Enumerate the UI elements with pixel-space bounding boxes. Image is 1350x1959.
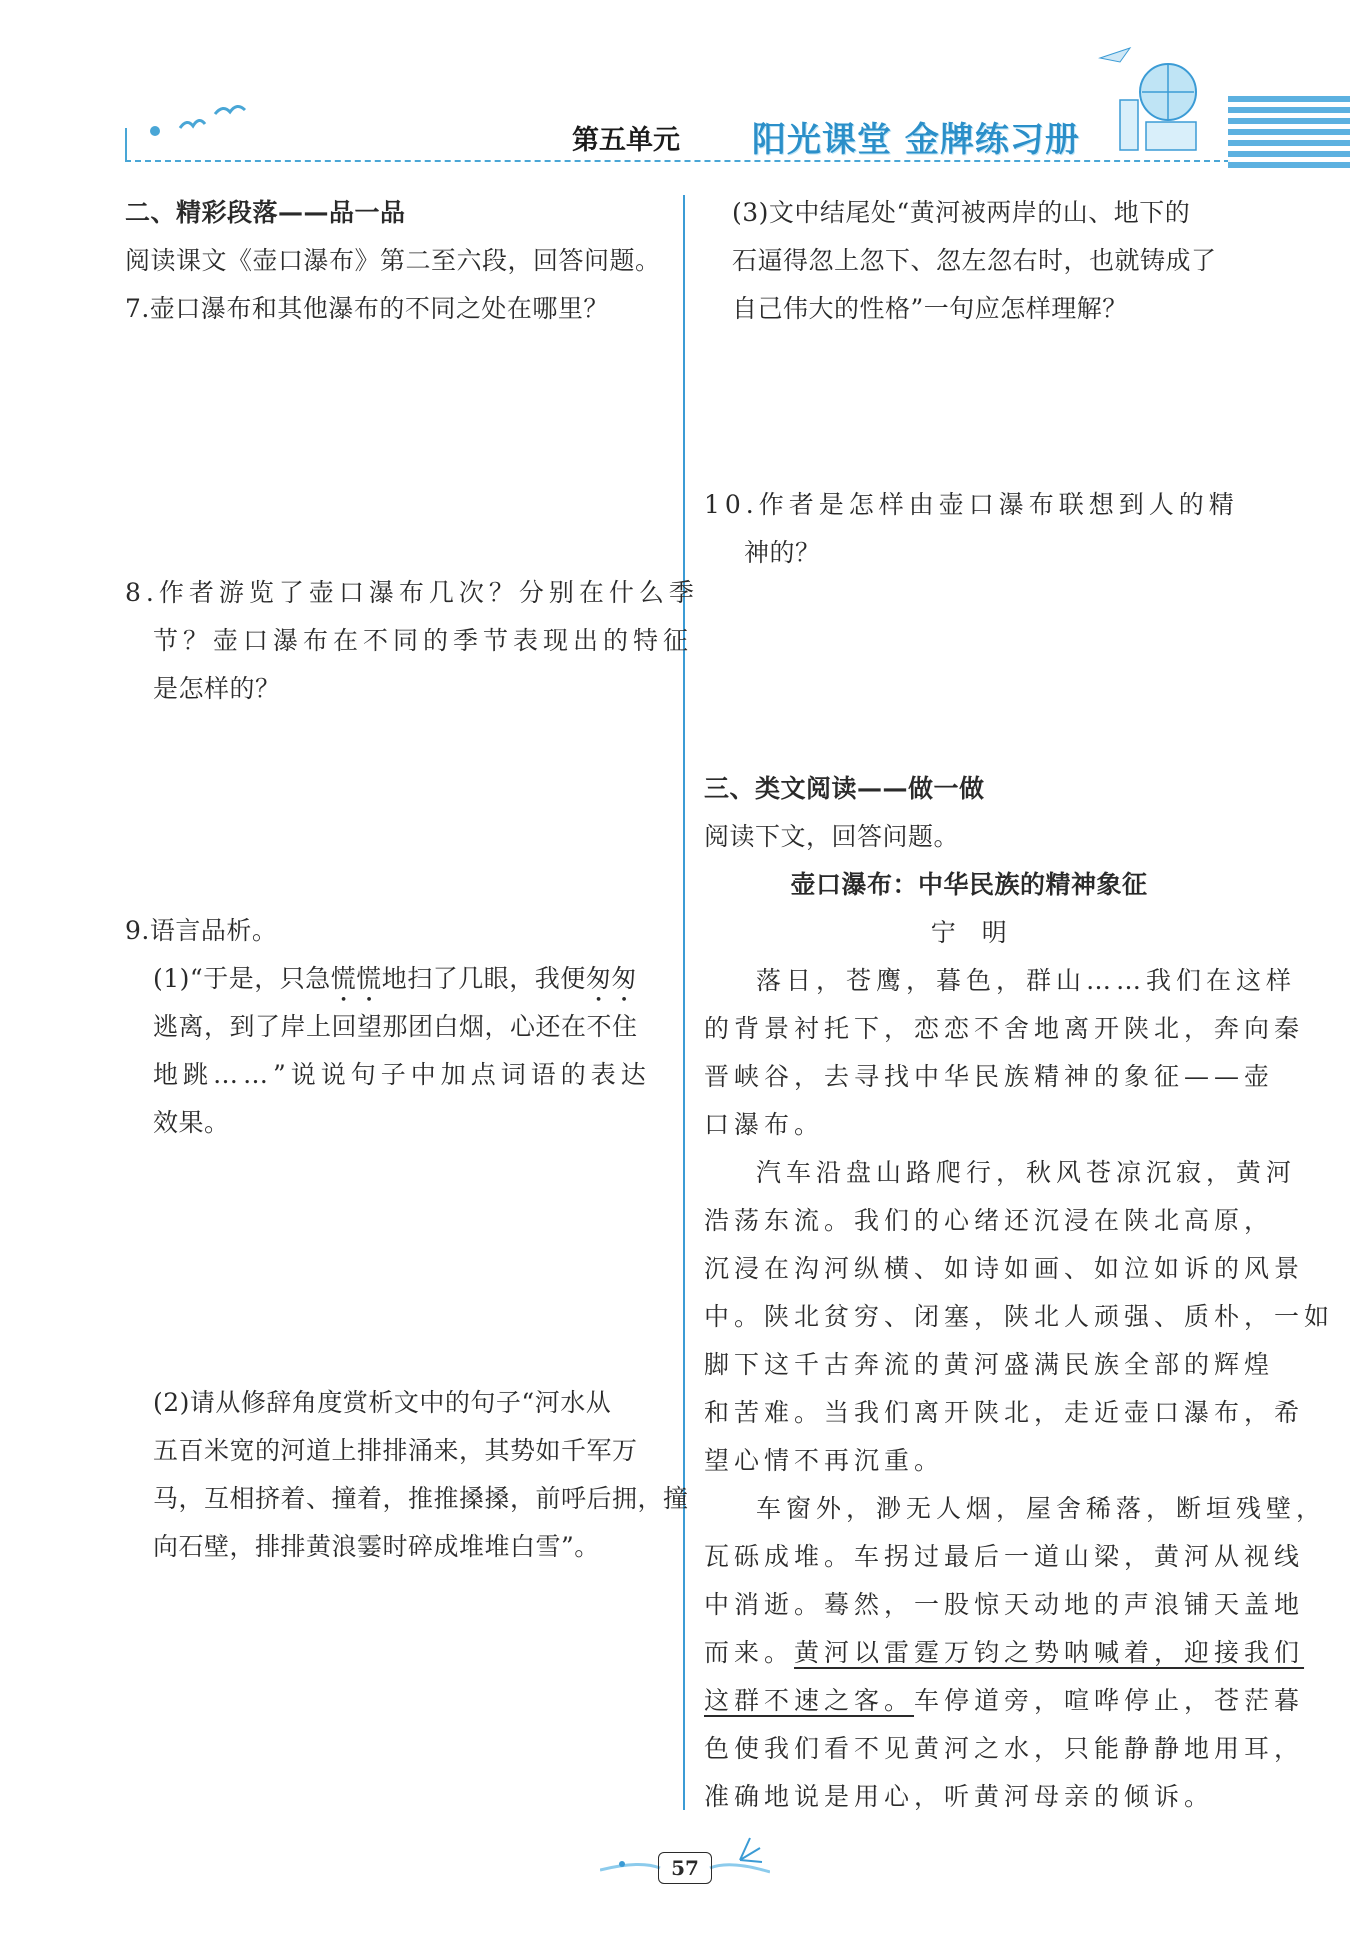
article-line: 中。陕北贫穷、闭塞，陕北人顽强、质朴，一如 — [704, 1302, 1335, 1331]
question-8-line: 8.作者游览了壶口瀑布几次？分别在什么季 — [125, 578, 699, 607]
article-line — [704, 1684, 1304, 1718]
header-stripes — [1228, 96, 1350, 168]
text-segment: 车停道旁，喧哗停止，苍茫暮 — [914, 1686, 1305, 1715]
question-8-line: 是怎样的？ — [153, 674, 281, 703]
question-9: 9.语言品析。 — [125, 916, 278, 945]
question-9-1-line: 地跳……”说说句子中加点词语的表达 — [153, 1060, 651, 1089]
article-line: 落日，苍鹰，暮色，群山……我们在这样 — [756, 966, 1297, 995]
article-line: 准确地说是用心，听黄河母亲的倾诉。 — [704, 1782, 1215, 1811]
question-8-line: 节？壶口瀑布在不同的季节表现出的特征 — [153, 626, 694, 655]
article-line: 口瀑布。 — [704, 1110, 825, 1139]
article-line — [704, 1636, 1304, 1670]
article-line: 中消逝。蓦然，一股惊天动地的声浪铺天盖地 — [704, 1590, 1305, 1619]
article-line: 沉浸在沟河纵横、如诗如画、如泣如诉的风景 — [704, 1254, 1305, 1283]
question-9-2-line: 马，互相挤着、撞着，推推搡搡，前呼后拥，撞 — [153, 1484, 689, 1513]
article-line: 和苦难。当我们离开陕北，走近壶口瀑布，希 — [704, 1398, 1305, 1427]
dotted-word: 慌慌 — [330, 964, 382, 993]
question-7: 7.壶口瀑布和其他瀑布的不同之处在哪里？ — [125, 294, 609, 323]
article-line: 脚下这千古奔流的黄河盛满民族全部的辉煌 — [704, 1350, 1275, 1379]
question-9-1-line — [153, 962, 637, 1008]
article-line: 浩荡东流。我们的心绪还沉浸在陕北高原， — [704, 1206, 1275, 1235]
page-number: 57 — [658, 1852, 712, 1884]
section-instruction: 阅读课文《壶口瀑布》第二至六段，回答问题。 — [125, 246, 661, 275]
article-line: 晋峡谷，去寻找中华民族精神的象征——壶 — [704, 1062, 1275, 1091]
question-9-2-line: 向石壁，排排黄浪霎时碎成堆堆白雪”。 — [153, 1532, 600, 1561]
article-line: 汽车沿盘山路爬行，秋风苍凉沉寂，黄河 — [756, 1158, 1297, 1187]
article-line: 色使我们看不见黄河之水，只能静静地用耳， — [704, 1734, 1305, 1763]
question-9-2-line: (2)请从修辞角度赏析文中的句子“河水从 — [153, 1388, 612, 1417]
header-dot — [150, 126, 160, 136]
text-segment: 地扫了几眼，我便 — [381, 964, 586, 993]
question-9-2-line: 五百米宽的河道上排排涌来，其势如千军万 — [153, 1436, 638, 1465]
underlined-sentence: 这群不速之客。 — [704, 1686, 915, 1715]
dotted-word: 匆匆 — [585, 964, 637, 993]
section-title: 二、精彩段落——品一品 — [125, 198, 406, 227]
question-10-line: 10.作者是怎样由壶口瀑布联想到人的精 — [704, 490, 1239, 519]
text-segment: (1)“于是，只急 — [153, 964, 331, 993]
article-line: 瓦砾成堆。车拐过最后一道山梁，黄河从视线 — [704, 1542, 1305, 1571]
unit-label: 第五单元 — [572, 125, 680, 156]
article-line: 的背景衬托下，恋恋不舍地离开陕北，奔向秦 — [704, 1014, 1305, 1043]
underlined-sentence: 黄河以雷霆万钧之势呐喊着，迎接我们 — [794, 1638, 1305, 1667]
question-9-1-line: 效果。 — [153, 1108, 230, 1137]
question-9-3-line: 石逼得忽上忽下、忽左忽右时，也就铸成了 — [732, 246, 1217, 275]
column-divider — [683, 195, 685, 1810]
section-instruction: 阅读下文，回答问题。 — [704, 822, 960, 851]
article-line: 车窗外，渺无人烟，屋舍稀落，断垣残壁， — [756, 1494, 1327, 1523]
header-rule-left — [125, 128, 127, 162]
question-9-3-line: 自己伟大的性格”一句应怎样理解？ — [732, 294, 1128, 323]
article-title: 壶口瀑布：中华民族的精神象征 — [790, 870, 1148, 899]
brand-title: 阳光课堂 金牌练习册 — [752, 120, 1080, 160]
article-author: 宁 明 — [930, 918, 1008, 947]
question-10-line: 神的？ — [744, 538, 821, 567]
question-9-3-line: (3)文中结尾处“黄河被两岸的山、地下的 — [732, 198, 1191, 227]
question-9-1-line: 逃离，到了岸上回望那团白烟，心还在不住 — [153, 1012, 638, 1041]
text-segment: 而来。 — [704, 1638, 795, 1667]
section-title: 三、类文阅读——做一做 — [704, 774, 985, 803]
article-line: 望心情不再沉重。 — [704, 1446, 945, 1475]
birds-decoration — [175, 100, 255, 144]
globe-illustration — [1090, 40, 1230, 164]
